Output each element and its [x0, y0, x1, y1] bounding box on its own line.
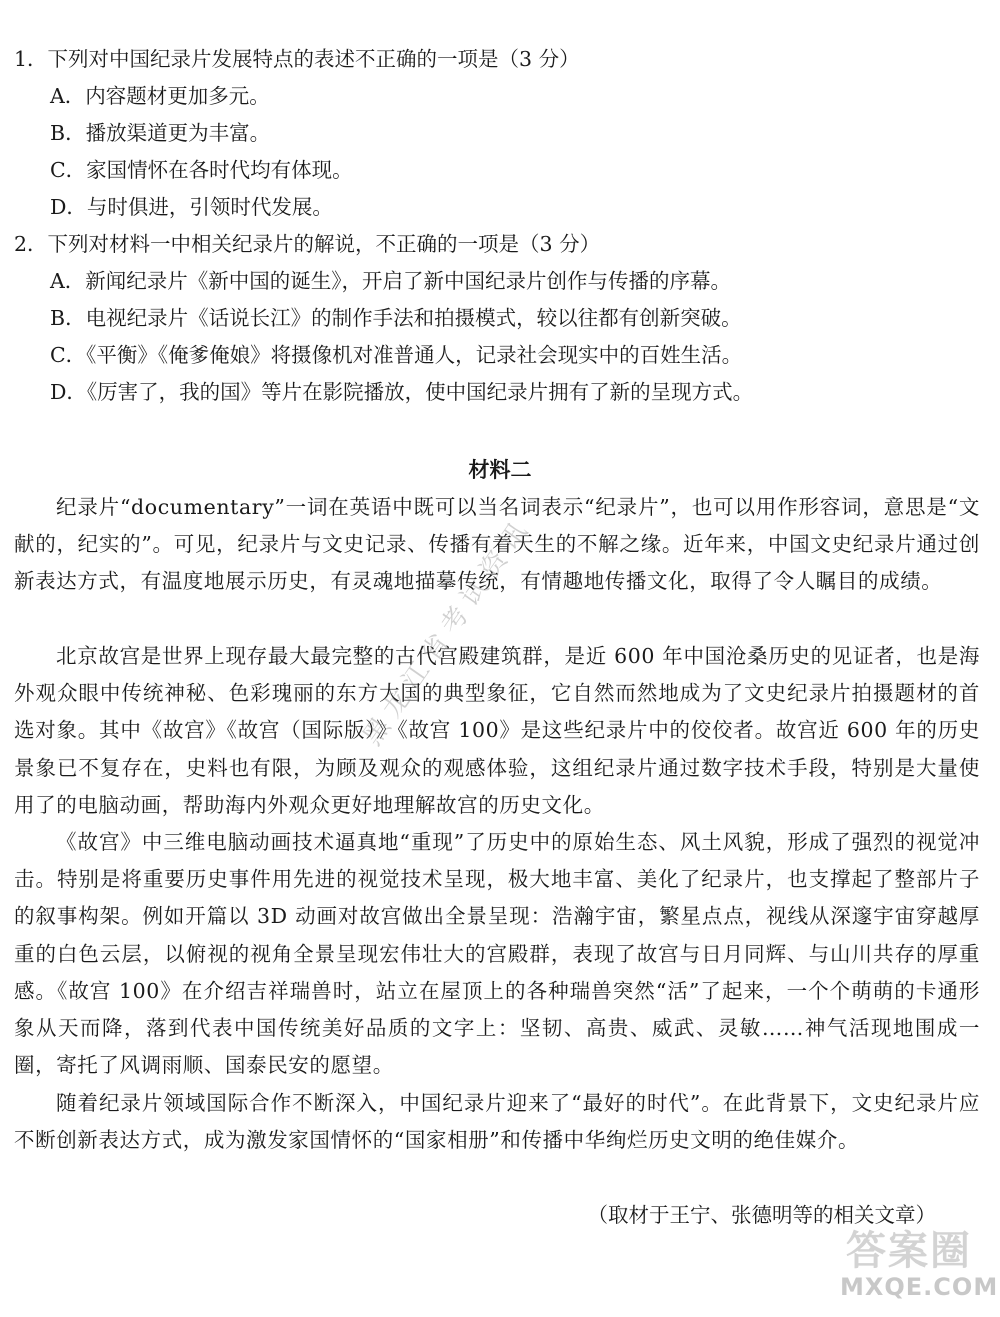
- question-1-option-c: C．家国情怀在各时代均有体现。: [50, 158, 353, 182]
- question-1-option-a: A．内容题材更加多元。: [50, 84, 270, 108]
- question-2-stem: 2．下列对材料一中相关纪录片的解说，不正确的一项是（3 分）: [14, 232, 601, 256]
- material-source: （取材于王宁、张德明等的相关文章）: [587, 1203, 936, 1227]
- logo-domain-text: MXQE.COM: [840, 1273, 999, 1301]
- material-paragraph-1: 纪录片“documentary”一词在英语中既可以当名词表示“纪录片”，也可以用作形容词，意思是“文献的，纪实的”。可见，纪录片与文史记录、传播有着天生的不解之缘。近年来，中国文史纪录片通过创新表达方式，有温度地展示历史，有灵魂地描摹传统，有情趣地传播文化，取得了令人瞩目的成绩。: [14, 495, 980, 594]
- material-paragraph-4: 随着纪录片领域国际合作不断深入，中国纪录片迎来了“最好的时代”。在此背景下，文史纪录片应不断创新表达方式，成为激发家国情怀的“国家相册”和传播中华绚烂历史文明的绝佳媒介。: [14, 1091, 980, 1153]
- question-2-option-c: C．《平衡》《俺爹俺娘》将摄像机对准普通人，记录社会现实中的百姓生活。: [50, 343, 743, 367]
- question-1-option-b: B．播放渠道更为丰富。: [50, 121, 271, 145]
- question-2-option-d: D．《厉害了，我的国》等片在影院播放，使中国纪录片拥有了新的呈现方式。: [50, 380, 754, 404]
- material-paragraph-2: 北京故宫是世界上现存最大最完整的古代宫殿建筑群，是近 600 年中国沧桑历史的见证者，也是海外观众眼中传统神秘、色彩瑰丽的东方大国的典型象征，它自然而然地成为了文史纪录片拍摄题材的首选对象。其中《故宫》《故宫（国际版）》《故宫 100》是这些纪录片中的佼佼者。故宫近 600 年的历史景象已不复存在，史料也有限，为顾及观众的观感体验，这组纪录片通过数字技术手段，特别是大量使用了的电脑动画，帮助海内外观众更好地理解故宫的历史文化。: [14, 644, 980, 817]
- watermark-stamp: 黑龙江省考试资讯: [357, 511, 539, 752]
- logo-text: 答案圈: [846, 1228, 972, 1274]
- material-paragraph-3: 《故宫》中三维电脑动画技术逼真地“重现”了历史中的原始生态、风土风貌，形成了强烈的视觉冲击。特别是将重要历史事件用先进的视觉技术呈现，极大地丰富、美化了纪录片，也支撑起了整部片子的叙事构架。例如开篇以 3D 动画对故宫做出全景呈现：浩瀚宇宙，繁星点点，视线从深邃宇宙穿越厚重的白色云层，以俯视的视角全景呈现宏伟壮大的宫殿群，表现了故宫与日月同辉、与山川共存的厚重感。《故宫 100》在介绍吉祥瑞兽时，站立在屋顶上的各种瑞兽突然“活”了起来，一个个萌萌的卡通形象从天而降，落到代表中国传统美好品质的文字上：坚韧、高贵、威武、灵敏……神气活现地围成一圈，寄托了风调雨顺、国泰民安的愿望。: [14, 830, 980, 1078]
- material-title: 材料二: [468, 457, 532, 482]
- question-2-option-a: A．新闻纪录片《新中国的诞生》，开启了新中国纪录片创作与传播的序幕。: [50, 269, 732, 293]
- question-2-option-b: B．电视纪录片《话说长江》的制作手法和拍摄模式，较以往都有创新突破。: [50, 306, 742, 330]
- question-1-option-d: D．与时俱进，引领时代发展。: [50, 195, 333, 219]
- question-1-stem: 1．下列对中国纪录片发展特点的表述不正确的一项是（3 分）: [14, 47, 580, 71]
